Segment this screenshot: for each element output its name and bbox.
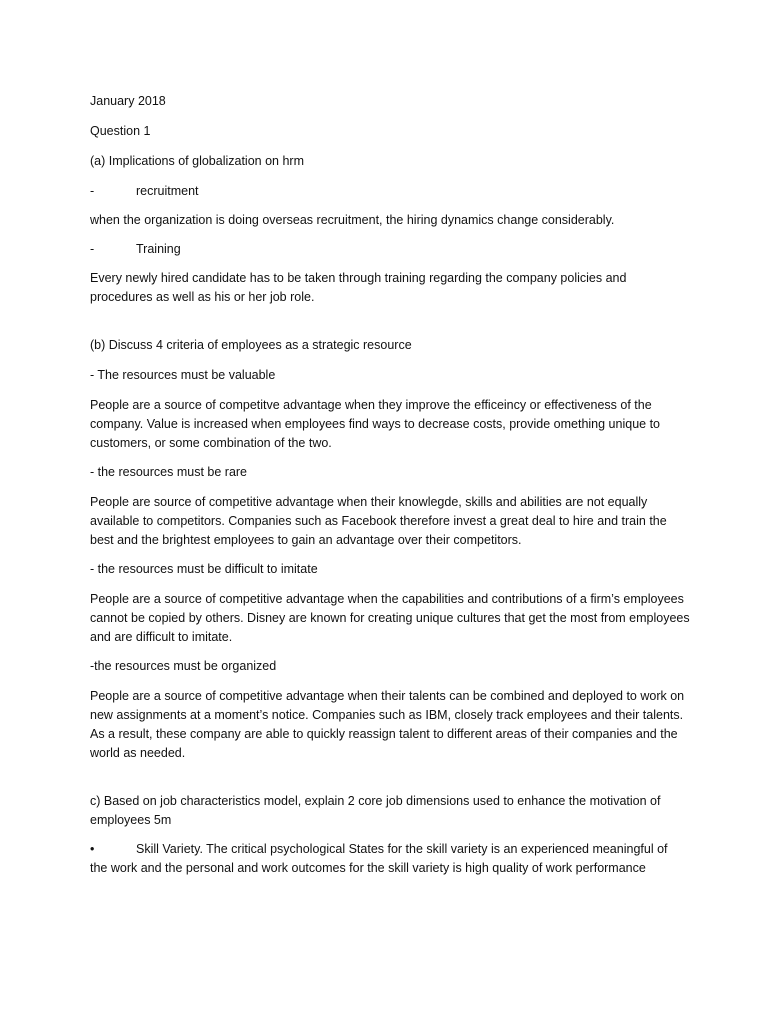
part-a-heading: (a) Implications of globalization on hrm [90,154,304,168]
dash-marker: - [90,242,95,256]
criterion-title: -the resources must be organized [90,659,277,673]
document-date: January 2018 [90,94,166,108]
criterion-text: People are source of competitive advantage when their knowlegde, skills and abilities are not equally available to competitors. Companies such as Facebook therefore invest a great deal to hire and train the best and the brightest employees to gain an advantage over their competitors. [90,495,667,547]
part-a-item-recruitment-text: when the organization is doing overseas recruitment, the hiring dynamics change considerably. [90,213,615,227]
document-page [90,92,690,878]
dash-marker: - [90,184,95,198]
part-a-item-training [90,240,690,259]
part-c-bullet [90,840,690,859]
criterion-text: People are a source of competitive advantage when their talents can be combined and deployed to work on new assignments at a moment’s notice. Companies such as IBM, closely track employees and their talents. As a result, these company are able to quickly reassign talent to different areas of their companies and the world as needed. [90,689,685,760]
criterion-text: People are a source of competitive advantage when the capabilities and contributions of a firm’s employees cannot be copied by others. Disney are known for creating unique cultures that get the most from employees and are difficult to imitate. [90,592,690,644]
blank-line [90,317,690,336]
bullet-continuation: the work and the personal and work outcomes for the skill variety is high quality of work performance [90,861,646,875]
criterion-title: - The resources must be valuable [90,368,276,382]
part-b-heading: (b) Discuss 4 criteria of employees as a strategic resource [90,338,412,352]
criterion-title: - the resources must be rare [90,465,248,479]
part-a-item-recruitment [90,182,690,201]
item-label: recruitment [136,184,199,198]
criterion-title: - the resources must be difficult to imitate [90,562,318,576]
blank-line [90,773,690,792]
bullet-text: Skill Variety. The critical psychological States for the skill variety is an experienced meaningful of [136,842,668,856]
item-label: Training [136,242,181,256]
part-c-heading: c) Based on job characteristics model, explain 2 core job dimensions used to enhance the motivation of employees 5m [90,794,661,827]
part-a-item-training-text: Every newly hired candidate has to be taken through training regarding the company policies and procedures as well as his or her job role. [90,271,627,304]
criterion-text: People are a source of competitve advantage when they improve the efficeincy or effectiveness of the company. Value is increased when employees find ways to decrease costs, provide omething unique to customers, or some combination of the two. [90,398,660,450]
bullet-marker: • [90,842,95,856]
question-title: Question 1 [90,124,151,138]
